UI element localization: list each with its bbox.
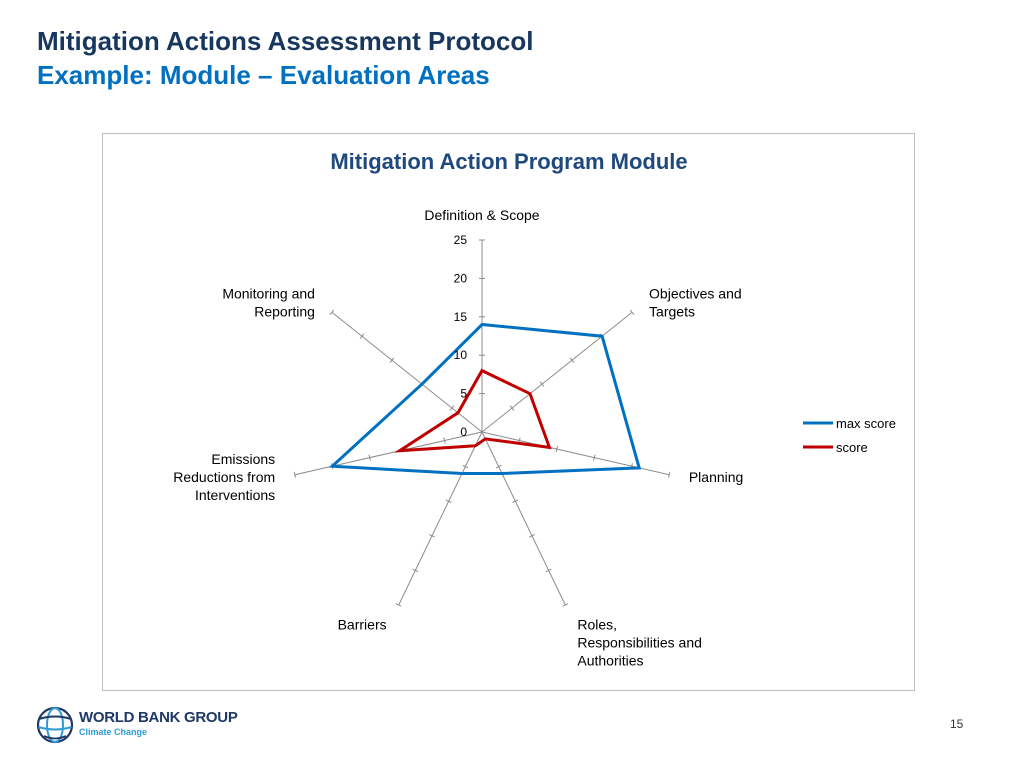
tick-label: 5 — [460, 386, 467, 401]
legend-entry: max score — [836, 416, 896, 431]
category-label: Interventions — [194, 486, 276, 503]
globe-icon — [36, 706, 74, 744]
tick-label: 15 — [453, 309, 467, 324]
radar-axes — [294, 240, 670, 606]
radar-series — [332, 325, 639, 474]
radar-chart — [103, 134, 916, 692]
logo-wordmark: WORLD BANK GROUP — [79, 709, 238, 726]
radar-axis-line — [482, 432, 669, 475]
legend-entry: score — [836, 440, 868, 455]
category-label: Barriers — [337, 616, 387, 633]
category-label: Reductions from — [173, 468, 276, 485]
tick-label: 20 — [453, 271, 467, 286]
tick-label: 25 — [453, 233, 467, 247]
radar-tick-mark — [556, 446, 557, 452]
category-label: Targets — [649, 303, 695, 320]
radar-axis-line — [482, 312, 632, 432]
radar-tick-mark — [444, 438, 445, 444]
radar-tick-mark — [369, 455, 370, 461]
radar-axis-line — [482, 432, 565, 605]
logo-tagline: Climate Change — [79, 727, 148, 737]
category-label: Planning — [688, 468, 744, 485]
category-label: Responsibilities and — [577, 634, 702, 651]
category-label: Definition & Scope — [424, 207, 540, 223]
category-label: Authorities — [577, 652, 644, 669]
chart-frame — [102, 133, 915, 691]
radar-tick-mark — [669, 472, 670, 478]
tick-label: 0 — [460, 425, 467, 439]
category-label: Monitoring and — [222, 285, 315, 302]
category-label: Roles, — [577, 616, 618, 633]
category-label: Emissions — [211, 450, 276, 467]
radar-axis-line — [399, 432, 482, 605]
world-bank-logo — [36, 703, 236, 747]
page-number: 15 — [950, 717, 964, 731]
radar-axis-line — [332, 309, 482, 432]
chart-legend — [803, 416, 896, 455]
category-label: Reporting — [254, 303, 315, 320]
category-label: Objectives and — [649, 285, 742, 302]
radar-tick-mark — [294, 472, 295, 478]
tick-label: 10 — [453, 348, 467, 363]
slide-subtitle: Example: Module – Evaluation Areas — [37, 60, 490, 90]
radar-tick-mark — [594, 455, 595, 461]
chart-title: Mitigation Action Program Module — [330, 149, 688, 174]
slide-title: Mitigation Actions Assessment Protocol — [37, 26, 534, 56]
series-line-max-score — [332, 325, 639, 474]
